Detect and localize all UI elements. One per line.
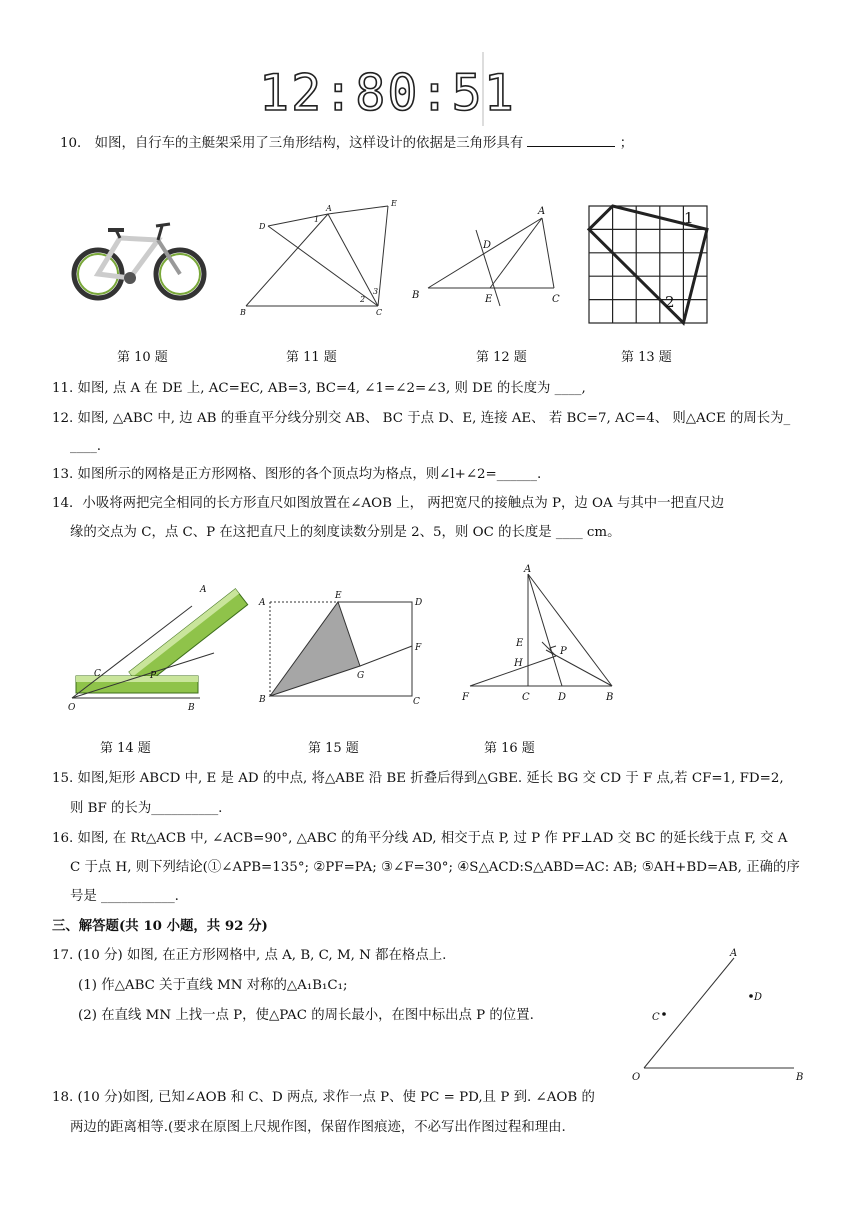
label-C: C [552,294,560,305]
label-B: B [188,703,195,713]
question-12-line2: ____. [70,439,102,454]
label-E: E [485,294,493,305]
question-13: 13. 如图所示的网格是正方形网格、图形的各个顶点均为格点，则∠l+∠2=______. [52,467,542,482]
label-E: E [335,591,342,601]
label-P: P [560,646,567,657]
label-O: O [68,703,76,713]
label-A: A [524,564,532,575]
angle-1: 1 [684,209,694,227]
label-F: F [415,643,422,653]
label-B: B [606,692,614,703]
figure-11 [238,198,408,318]
question-11: 11. 如图, 点 A 在 DE 上, AC=EC, AB=3, BC=4, ∠1=∠2=∠3, 则 DE 的长度为 ____, [52,381,586,396]
label-B: B [240,308,246,317]
point-D [749,994,753,998]
question-16-line2: C 于点 H, 则下列结论(①∠APB=135°; ②PF=PA; ③∠F=30°; ④S△ACD:S△ABD=AC: AB; ⑤AH+BD=AB, 正确的序 [70,860,800,875]
label-D: D [483,240,492,251]
label-B: B [259,695,266,705]
label-P: P [150,671,157,681]
figure-16 [458,562,623,702]
caption-q15: 第 15 题 [308,741,359,756]
caption-q10: 第 10 题 [117,350,168,365]
point-C [662,1012,666,1016]
answer-blank [527,134,615,147]
label-A: A [326,204,332,213]
label-C: C [652,1012,660,1023]
bicycle-icon [74,224,204,298]
question-17-line2: (1) 作△ABC 关于直线 MN 对称的△A₁B₁C₁; [78,978,348,993]
angle-3: 3 [373,287,379,296]
caption-q13: 第 13 题 [621,350,672,365]
angle-1: 1 [314,215,320,224]
label-C: C [94,669,101,679]
label-D: D [415,598,423,608]
question-18-line2: 两边的距离相等.(要求在原图上尺规作图，保留作图痕迹，不必写出作图过程和理由. [70,1120,566,1135]
question-12-line1: 12. 如图, △ABC 中, 边 AB 的垂直平分线分别交 AB、 BC 于点 D、E, 连接 AE、 若 BC=7, AC=4、 则△ACE 的周长为_ [52,411,791,426]
label-B: B [412,290,420,301]
figure-13-grid [588,205,710,325]
figure-14-rulers [64,580,234,716]
label-C: C [413,697,420,707]
caption-q16: 第 16 题 [484,741,535,756]
caption-q14: 第 14 题 [100,741,151,756]
label-B: B [796,1072,804,1083]
question-15-line1: 15. 如图,矩形 ABCD 中, E 是 AD 的中点, 将△ABE 沿 BE 折叠后得到△GBE. 延长 BG 交 CD 于 F 点,若 CF=1, FD=2, [52,771,784,786]
label-C: C [522,692,530,703]
label-E: E [391,199,397,208]
section-heading: 三、解答题(共 10 小题，共 92 分) [52,918,268,934]
question-18-line1: 18. (10 分)如图, 已知∠AOB 和 C、D 两点, 求作一点 P、使 PC = PD,且 P 到. ∠AOB 的 [52,1090,595,1105]
figure-12 [408,202,573,312]
question-17-line3: (2) 在直线 MN 上找一点 P，使△PAC 的周长最小，在图中标出点 P 的位置. [78,1008,534,1023]
label-C: C [376,308,383,317]
angle-2: 2 [360,295,366,304]
question-14-line1: 14．小吸将两把完全相同的长方形直尺如图放置在∠AOB 上， 两把宽尺的接触点为 P，边 OA 与其中一把直尺边 [52,496,725,511]
caption-q11: 第 11 题 [286,350,337,365]
question-10: 10． 如图，自行车的主艇架采用了三角形结构，这样设计的依据是三角形具有 ； [60,136,634,151]
question-15-line2: 则 BF 的长为__________. [70,801,223,816]
label-O: O [632,1072,641,1083]
question-16-line3: 号是 ___________. [70,889,179,904]
label-F: F [462,692,469,703]
angle-2: 2 [665,293,675,311]
question-17-line1: 17. (10 分) 如图, 在正方形网格中, 点 A, B, C, M, N 都在格点上. [52,948,447,963]
label-D: D [259,222,266,231]
label-G: G [357,671,365,681]
bicycle-figure [70,218,208,304]
label-D: D [558,692,567,703]
figure-18 [622,944,812,1084]
label-E: E [516,638,524,649]
question-16-line1: 16. 如图, 在 Rt△ACB 中, ∠ACB=90°, △ABC 的角平分线 AD, 相交于点 P, 过 P 作 PF⊥AD 交 BC 的延长线于点 F, 交 A [52,831,788,846]
label-A: A [259,598,266,608]
caption-q12: 第 12 题 [476,350,527,365]
label-D: D [754,992,763,1003]
question-14-line2: 缘的交点为 C，点 C、P 在这把直尺上的刻度读数分别是 2、5，则 OC 的长度是 ____ cm。 [70,525,621,540]
label-A: A [730,948,738,959]
label-H: H [514,658,523,669]
clock-digits: 12:80:51 [259,64,516,122]
label-A: A [200,585,207,595]
figure-15 [256,588,432,710]
digital-clock-figure [255,50,516,130]
label-A: A [538,206,546,217]
